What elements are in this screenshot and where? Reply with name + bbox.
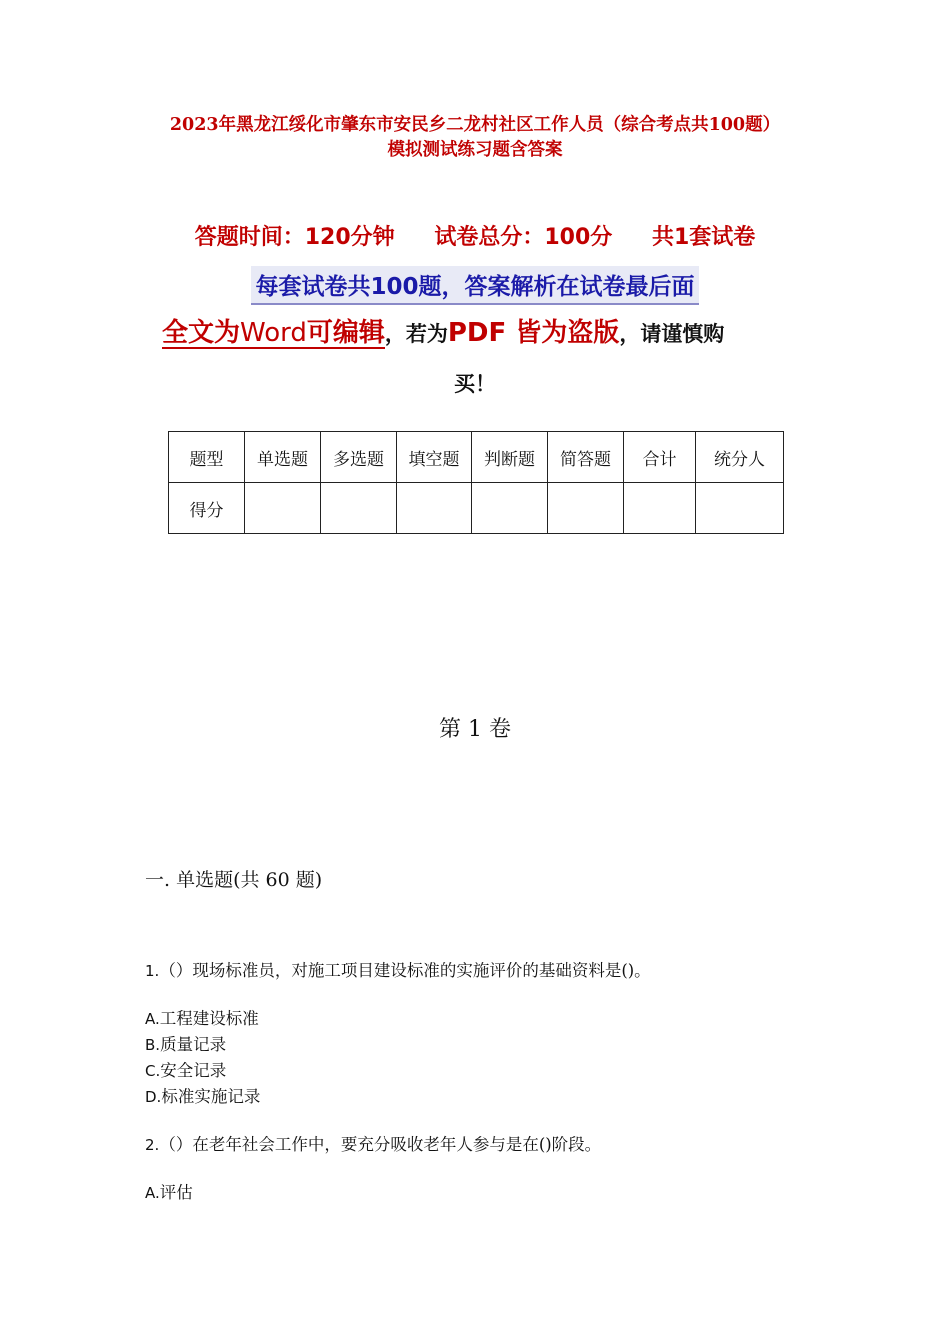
exam-sets: 共1套试卷 <box>651 225 756 250</box>
option-letter: C. <box>145 1062 161 1080</box>
question-number: 2. <box>145 1136 160 1154</box>
score-table-header-row <box>169 432 784 483</box>
table-cell: 简答题 <box>548 432 624 483</box>
option-text: 质量记录 <box>160 1035 227 1054</box>
answer-notice-text: 每套试卷共100题，答案解析在试卷最后面 <box>251 266 698 305</box>
option-text: 工程建设标准 <box>159 1009 259 1028</box>
exam-info <box>0 220 950 251</box>
table-cell <box>245 483 321 534</box>
table-cell <box>624 483 696 534</box>
table-cell: 判断题 <box>472 432 548 483</box>
question-text: （）在老年社会工作中，要充分吸收老年人参与是在()阶段。 <box>159 1135 602 1154</box>
table-cell: 统分人 <box>696 432 784 483</box>
if-pdf-text: 若为 <box>405 322 448 346</box>
table-cell: 单选题 <box>245 432 321 483</box>
title-line-2: 模拟测试练习题含答案 <box>387 140 563 160</box>
section-title: 一. 单选题(共 60 题) <box>145 869 323 891</box>
question-2-options <box>145 1180 193 1206</box>
title-line-1: 2023年黑龙江绥化市肇东市安民乡二龙村社区工作人员（综合考点共100题） <box>169 115 781 135</box>
careful-text: 请谨慎购 <box>640 322 725 346</box>
option-letter: B. <box>145 1036 161 1054</box>
table-cell <box>397 483 472 534</box>
word-notice-3: 可编辑 <box>306 318 385 348</box>
pdf-piracy-text: PDF 皆为盗版 <box>447 318 620 348</box>
option-text: 标准实施记录 <box>161 1087 261 1106</box>
table-cell: 填空题 <box>397 432 472 483</box>
answer-notice <box>0 266 950 305</box>
option-d <box>145 1084 260 1110</box>
score-table-score-row <box>169 483 784 534</box>
editable-notice <box>162 312 802 349</box>
question-1 <box>145 957 651 981</box>
table-cell: 多选题 <box>321 432 397 483</box>
option-letter: A. <box>145 1010 160 1028</box>
document-title <box>90 113 860 163</box>
question-1-options <box>145 1006 260 1110</box>
table-cell <box>472 483 548 534</box>
score-table <box>168 431 784 534</box>
question-2 <box>145 1131 601 1155</box>
table-cell: 得分 <box>169 483 245 534</box>
comma-2: ， <box>619 322 641 346</box>
table-cell: 合计 <box>624 432 696 483</box>
table-cell: 题型 <box>169 432 245 483</box>
word-notice-1: 全文为 <box>162 318 241 348</box>
option-letter: A. <box>145 1184 160 1202</box>
option-letter: D. <box>145 1088 162 1106</box>
table-cell <box>321 483 397 534</box>
option-a <box>145 1180 193 1206</box>
option-b <box>145 1032 260 1058</box>
option-text: 评估 <box>159 1183 193 1202</box>
question-number: 1. <box>145 962 160 980</box>
question-text: （）现场标准员，对施工项目建设标准的实施评价的基础资料是()。 <box>159 961 651 980</box>
option-text: 安全记录 <box>160 1061 227 1080</box>
table-cell <box>696 483 784 534</box>
table-cell <box>548 483 624 534</box>
option-a <box>145 1006 260 1032</box>
volume-title: 第 1 卷 <box>439 717 511 742</box>
option-c <box>145 1058 260 1084</box>
exam-total-score: 试卷总分：100分 <box>434 225 613 250</box>
buy-text: 买！ <box>454 372 496 396</box>
comma-1: ， <box>384 322 406 346</box>
word-notice-2: Word <box>240 318 307 348</box>
exam-time: 答题时间：120分钟 <box>194 225 395 250</box>
